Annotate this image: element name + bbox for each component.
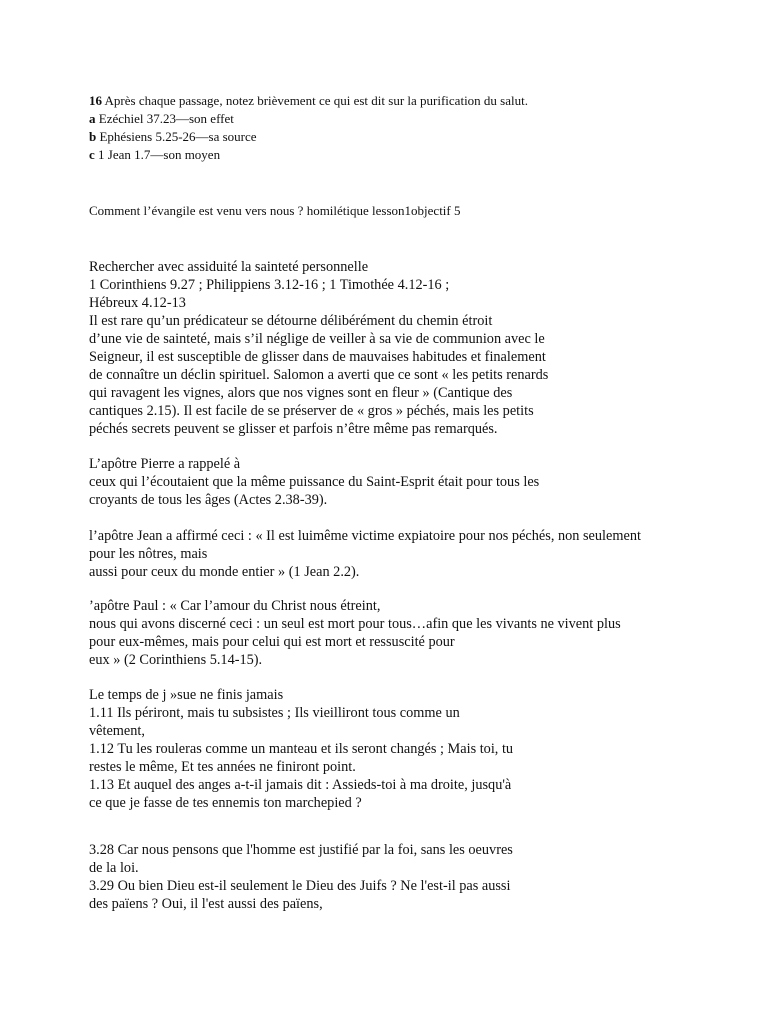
paragraph-line: 1.12 Tu les rouleras comme un manteau et ils seront changés ; Mais toi, tu bbox=[89, 741, 514, 757]
paragraph-line: de la loi. bbox=[89, 860, 139, 876]
paragraph-line: Le temps de j »sue ne finis jamais bbox=[89, 687, 284, 703]
paragraph-line: péchés secrets peuvent se glisser et parfois n’être même pas remarqués. bbox=[89, 421, 498, 437]
paragraph-line: ceux qui l’écoutaient que la même puissance du Saint-Esprit était pour tous les bbox=[89, 474, 540, 490]
paragraph-line: restes le même, Et tes années ne finiront point. bbox=[89, 759, 356, 775]
paragraph-line: 1 Corinthiens 9.27 ; Philippiens 3.12-16 ; 1 Timothée 4.12-16 ; bbox=[89, 277, 450, 293]
lesson-heading-text: Comment l’évangile est venu vers nous ? homilétique lesson1objectif 5 bbox=[89, 203, 461, 218]
question-item bbox=[89, 110, 729, 128]
paragraph-line: Il est rare qu’un prédicateur se détourne délibérément du chemin étroit bbox=[89, 313, 493, 329]
paragraph-line: vêtement, bbox=[89, 723, 145, 739]
item-letter: c bbox=[89, 147, 95, 162]
paragraph-line: croyants de tous les âges (Actes 2.38-39). bbox=[89, 492, 328, 508]
lesson-heading bbox=[89, 202, 729, 220]
paragraph-line: qui ravagent les vignes, alors que nos vignes sont en fleur » (Cantique des bbox=[89, 385, 513, 401]
paragraph-line: 3.29 Ou bien Dieu est-il seulement le Dieu des Juifs ? Ne l'est-il pas aussi bbox=[89, 878, 511, 894]
paragraph-line: pour eux-mêmes, mais pour celui qui est mort et ressuscité pour bbox=[89, 634, 455, 650]
question-item bbox=[89, 128, 729, 146]
paragraph-line: 1.13 Et auquel des anges a-t-il jamais dit : Assieds-toi à ma droite, jusqu'à bbox=[89, 777, 512, 793]
question-item bbox=[89, 146, 729, 164]
paragraph-line: d’une vie de sainteté, mais s’il néglige de veiller à sa vie de communion avec le bbox=[89, 331, 545, 347]
question-number: 16 bbox=[89, 93, 102, 108]
paragraph-line: pour les nôtres, mais bbox=[89, 546, 208, 562]
item-text: Ezéchiel 37.23—son effet bbox=[95, 111, 234, 126]
paragraph-line: ce que je fasse de tes ennemis ton marchepied ? bbox=[89, 795, 362, 811]
paragraph-line: l’apôtre Jean a affirmé ceci : « Il est luimême victime expiatoire pour nos péchés, non seulement bbox=[89, 528, 641, 544]
paragraph-line: L’apôtre Pierre a rappelé à bbox=[89, 456, 241, 472]
item-text: Ephésiens 5.25-26—sa source bbox=[96, 129, 257, 144]
paragraph-line: ’apôtre Paul : « Car l’amour du Christ nous étreint, bbox=[89, 598, 381, 614]
section-peter bbox=[89, 455, 729, 509]
item-letter: b bbox=[89, 129, 97, 144]
paragraph-line: Rechercher avec assiduité la sainteté personnelle bbox=[89, 259, 369, 275]
paragraph-line: des païens ? Oui, il l'est aussi des païens, bbox=[89, 896, 323, 912]
question-block bbox=[89, 92, 729, 164]
question-intro: Après chaque passage, notez brièvement ce qui est dit sur la purification du salut. bbox=[102, 93, 528, 108]
paragraph-line: aussi pour ceux du monde entier » (1 Jean 2.2). bbox=[89, 564, 360, 580]
paragraph-line: Hébreux 4.12-13 bbox=[89, 295, 186, 311]
paragraph-line: cantiques 2.15). Il est facile de se préserver de « gros » péchés, mais les petits bbox=[89, 403, 534, 419]
paragraph-line: Seigneur, il est susceptible de glisser dans de mauvaises habitudes et finalement bbox=[89, 349, 546, 365]
item-letter: a bbox=[89, 111, 96, 126]
paragraph-line: de connaître un déclin spirituel. Salomon a averti que ce sont « les petits renards bbox=[89, 367, 549, 383]
section-paul bbox=[89, 597, 729, 669]
question-line bbox=[89, 92, 729, 110]
section-romans bbox=[89, 841, 729, 913]
section-holiness bbox=[89, 258, 729, 438]
section-john bbox=[89, 527, 729, 581]
paragraph-line: 3.28 Car nous pensons que l'homme est justifié par la foi, sans les oeuvres bbox=[89, 842, 513, 858]
paragraph-line: 1.11 Ils périront, mais tu subsistes ; Ils vieilliront tous comme un bbox=[89, 705, 460, 721]
paragraph-line: eux » (2 Corinthiens 5.14-15). bbox=[89, 652, 263, 668]
item-text: 1 Jean 1.7—son moyen bbox=[94, 147, 221, 162]
section-jesus-time bbox=[89, 686, 729, 812]
paragraph-line: nous qui avons discerné ceci : un seul est mort pour tous…afin que les vivants ne vivent plus bbox=[89, 616, 621, 632]
